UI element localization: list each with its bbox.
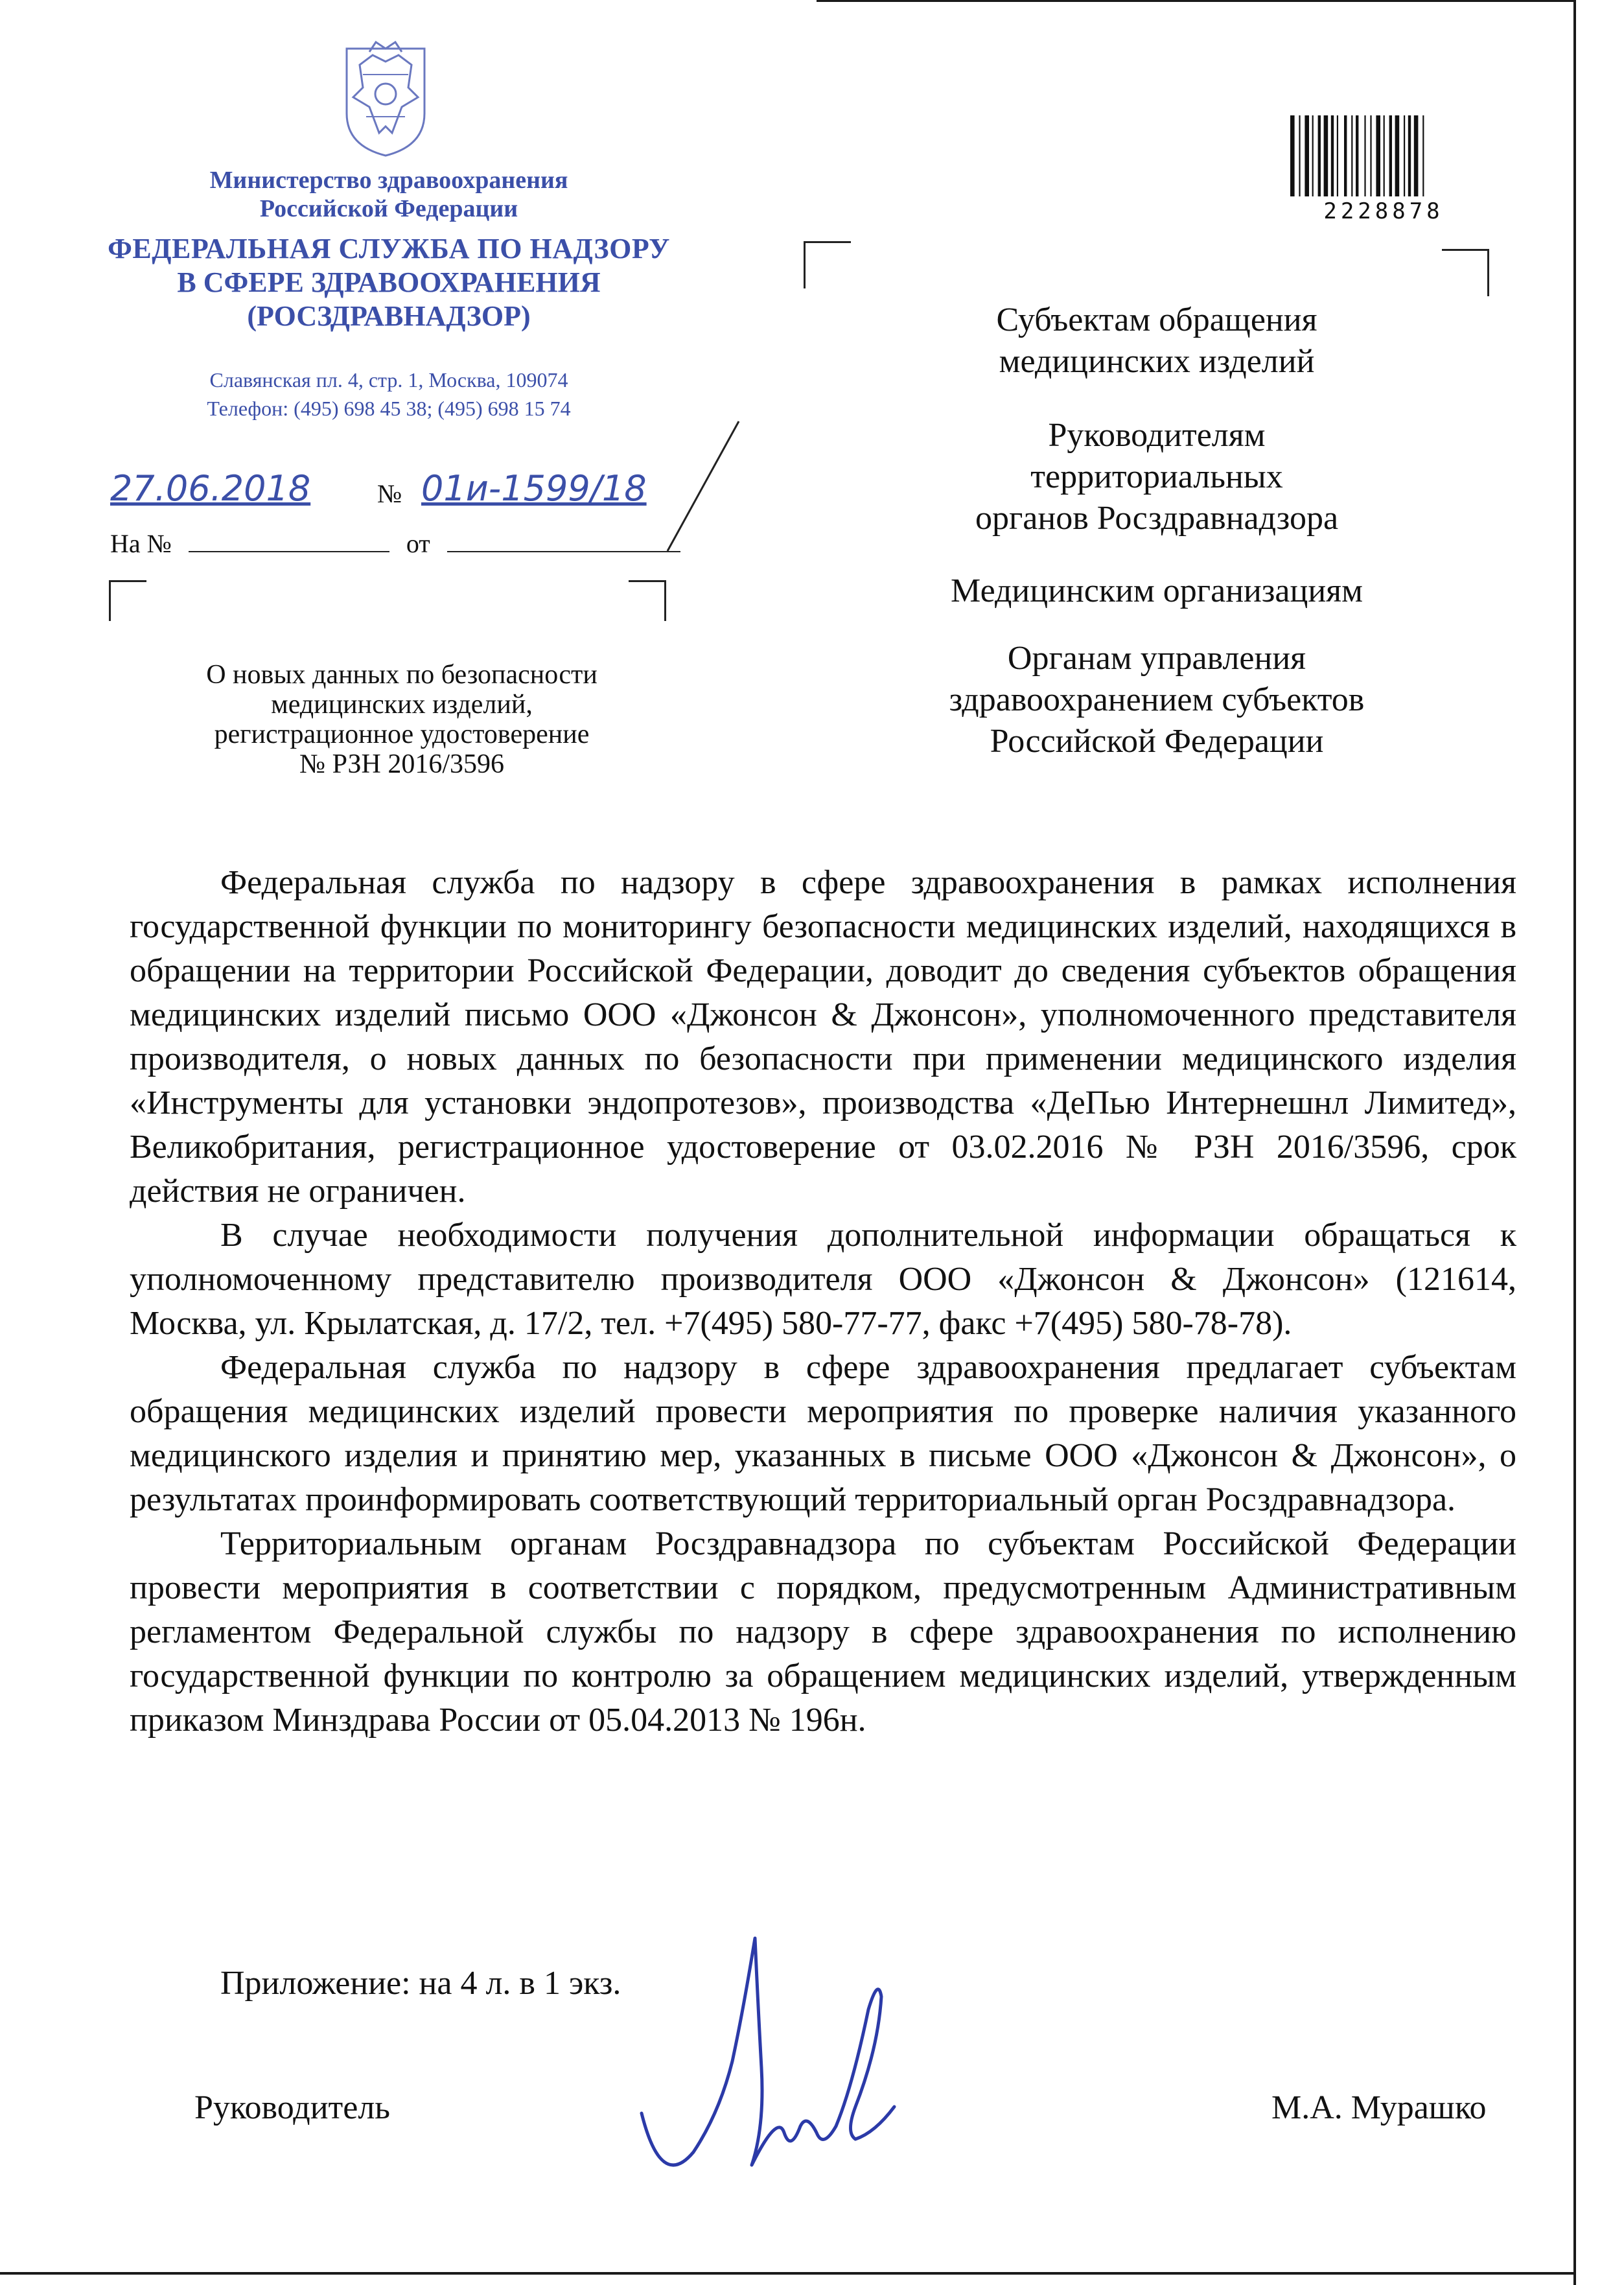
addressee-4-line2: здравоохранением субъектов	[949, 681, 1365, 718]
ministry-name-line1: Министерство здравоохранения	[209, 167, 568, 194]
phone-line: Телефон: (495) 698 45 38; (495) 698 15 74	[207, 397, 571, 420]
barcode-bar	[1408, 115, 1411, 196]
barcode-bar	[1395, 115, 1400, 196]
barcode-bar	[1422, 115, 1424, 196]
addressee-2-line1: Руководителям	[1048, 417, 1266, 454]
bracket-top-left	[109, 580, 146, 621]
signatory-position: Руководитель	[194, 2089, 390, 2126]
subject-line2: медицинских изделий,	[271, 690, 533, 720]
body-paragraph-2: В случае необходимости получения дополнительной информации обращаться к уполномоченному представителю производителя ООО «Джонсон & Джонсон» (121614, Москва, ул. Крылатская, д. 17/2, тел. +7(495) 580-77-77, факс +7(495) 580-78-78).	[130, 1217, 1516, 1342]
letter-subject	[117, 660, 687, 779]
reference-date-blank	[447, 550, 680, 552]
page-edge-right	[1573, 0, 1576, 2285]
barcode-number: 2228878	[1323, 198, 1444, 224]
page-edge-top	[817, 0, 1576, 2]
addressee-4-line1: Органам управления	[1007, 640, 1306, 677]
barcode-bar	[1389, 115, 1392, 196]
bracket-top-right	[629, 580, 666, 621]
barcode-bar	[1331, 115, 1334, 196]
barcode-bar	[1305, 115, 1309, 196]
appendix-note: Приложение: на 4 л. в 1 экз.	[220, 1965, 621, 2002]
barcode-bar	[1324, 115, 1328, 196]
address-bracket-left	[804, 241, 851, 288]
signatory-name: М.А. Мурашко	[1271, 2089, 1487, 2126]
addressee-1	[881, 299, 1432, 382]
address-bracket-right	[1442, 249, 1489, 296]
body-paragraph-3: Федеральная служба по надзору в сфере здравоохранения предлагает субъектам обращения медицинских изделий провести мероприятия по проверке наличия указанного медицинского изделия и принятию мер, указанных в письме ООО «Джонсон & Джонсон», о результатах проинформировать соответствующий территориальный орган Росздравнадзора.	[130, 1349, 1516, 1518]
addressee-3-line1: Медицинским организациям	[951, 572, 1363, 609]
signature	[622, 1919, 933, 2191]
barcode-bar	[1414, 115, 1419, 196]
barcode-bar	[1337, 115, 1338, 196]
barcode-bar	[1312, 115, 1314, 196]
addressee-4-line3: Российской Федерации	[990, 723, 1324, 760]
reference-line	[110, 528, 680, 559]
registration-number-sign: №	[377, 479, 402, 508]
body-paragraph-1: Федеральная служба по надзору в сфере здравоохранения в рамках исполнения государственной функции по мониторингу безопасности медицинских изделий, находящихся в обращении на территории Российской Федерации, доводит до сведения субъектов обращения медицинских изделий письмо ООО «Джонсон & Джонсон», уполномоченного представителя производителя, о новых данных по безопасности при применении медицинского изделия «Инструменты для установки эндопротезов», производства «ДеПью Интернешнл Лимитед», Великобритания, регистрационное удостоверение от 03.02.2016 № РЗН 2016/3596, срок действия не ограничен.	[130, 864, 1516, 1210]
barcode-bar	[1356, 115, 1358, 196]
barcode	[1286, 115, 1481, 196]
registration-date: 27.06.2018	[110, 468, 311, 509]
subject-line1: О новых данных по безопасности	[206, 660, 597, 690]
reference-from-label: от	[406, 529, 430, 558]
barcode-bar	[1351, 115, 1352, 196]
barcode-bar	[1364, 115, 1365, 196]
address-line: Славянская пл. 4, стр. 1, Москва, 109074	[209, 368, 568, 392]
subject-line4: № РЗН 2016/3596	[299, 749, 504, 779]
barcode-bar	[1299, 115, 1300, 196]
addressee-4	[881, 638, 1432, 762]
body-paragraph-4: Территориальным органам Росздравнадзора по субъектам Российской Федерации провести мероприятия в соответствии с порядком, предусмотренным Административным регламентом Федеральной службы по надзору в сфере здравоохранения по исполнению государственной функции по контролю за обращением медицинских изделий, утвержденным приказом Минздрава России от 05.04.2013 № 196н.	[130, 1525, 1516, 1739]
letter-body	[130, 861, 1516, 1742]
service-name-line3: (РОСЗДРАВНАДЗОР)	[247, 300, 531, 332]
registration-number: 01и-1599/18	[421, 468, 647, 509]
barcode-bar	[1404, 115, 1405, 196]
barcode-bar	[1376, 115, 1380, 196]
subject-line3: регистрационное удостоверение	[214, 720, 590, 749]
coat-of-arms-icon	[334, 36, 437, 159]
ministry-name-line2: Российской Федерации	[259, 195, 518, 222]
barcode-bar	[1318, 115, 1321, 196]
addressee-2-line2: территориальных	[1030, 458, 1283, 495]
barcode-bar	[1344, 115, 1347, 196]
reference-label: На №	[110, 529, 172, 558]
barcode-bar	[1384, 115, 1385, 196]
service-name-line2: В СФЕРЕ ЗДРАВООХРАНЕНИЯ	[177, 266, 601, 298]
barcode-bar	[1290, 115, 1295, 196]
barcode-bar	[1370, 115, 1371, 196]
reference-number-blank	[189, 550, 389, 552]
page-edge-bottom	[0, 2272, 1576, 2275]
addressee-2-line3: органов Росздравнадзора	[975, 500, 1339, 537]
addressee-1-line2: медицинских изделий	[999, 343, 1315, 380]
service-name-line1: ФЕДЕРАЛЬНАЯ СЛУЖБА ПО НАДЗОРУ	[108, 233, 670, 264]
addressee-2	[881, 415, 1432, 539]
addressee-3	[881, 570, 1432, 612]
addressee-1-line1: Субъектам обращения	[996, 301, 1317, 338]
